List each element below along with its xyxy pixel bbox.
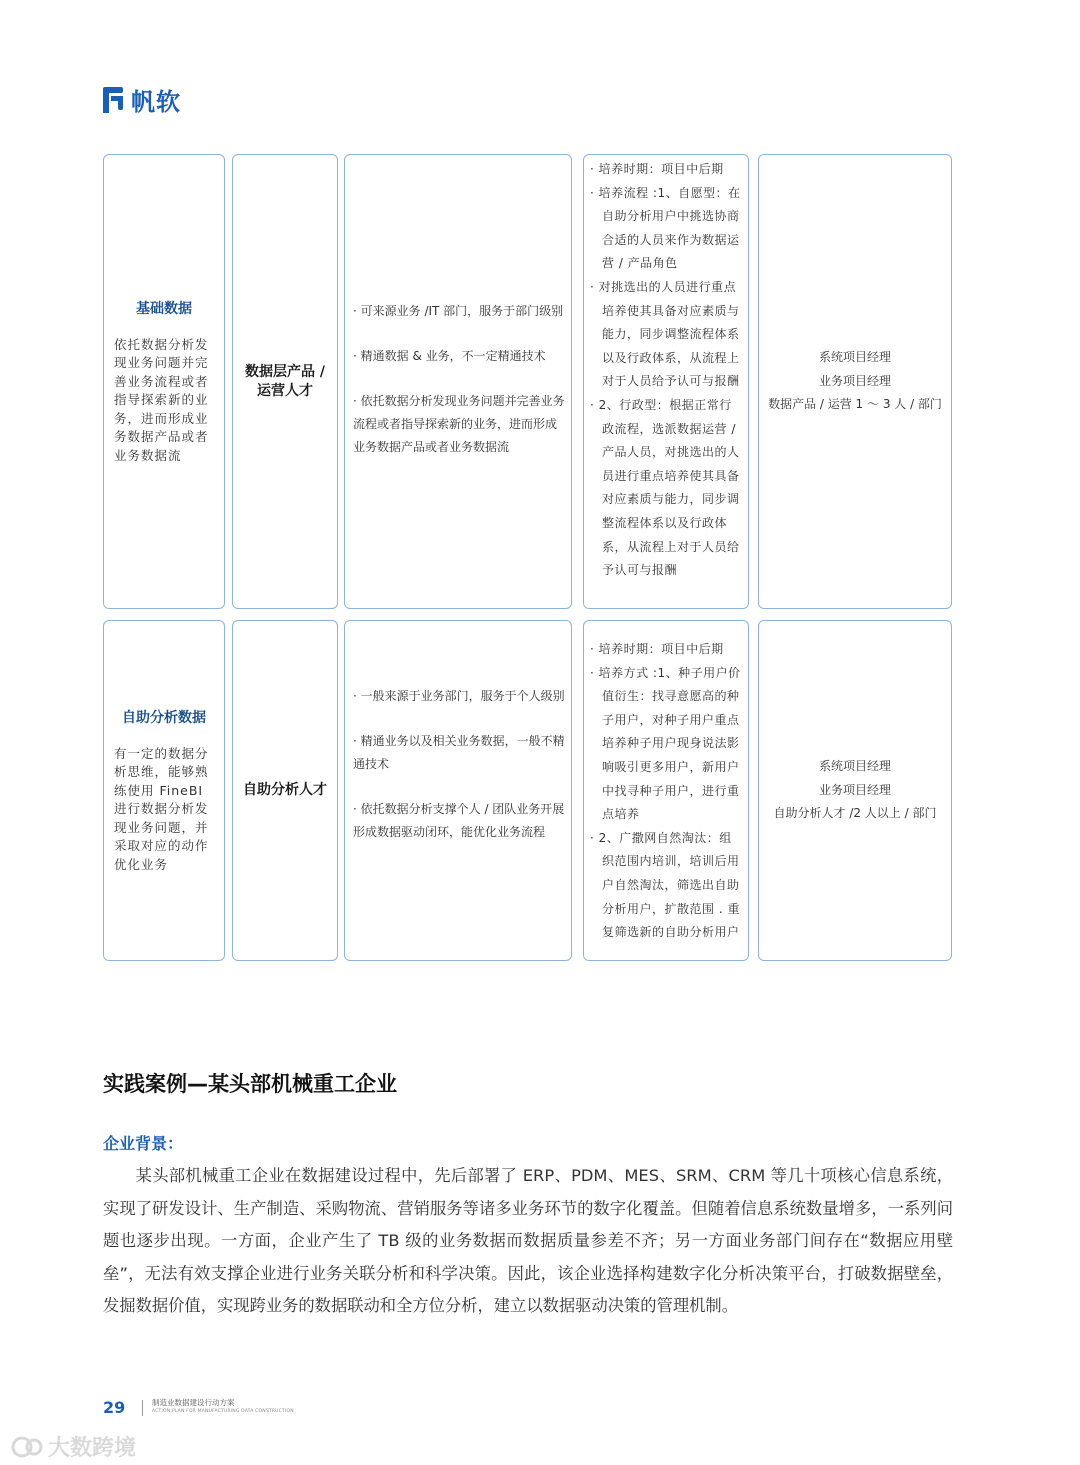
training-item: · 培养方式 :1、种子用户价值衍生：找寻意愿高的种子用户，对种子用户重点培养种子用户现身说法影响吸引更多用户，新用户中找寻种子用户，进行重点培养 [590,665,741,822]
footer-doc-title: 制造业数据建设行动方案 [152,1398,235,1407]
training-cell [583,154,749,609]
requirements-cell [344,154,572,609]
watermark [10,1431,136,1462]
page-number: 29 [103,1398,126,1417]
category-title: 基础数据 [136,300,192,317]
training-item: · 对挑选出的人员进行重点培养使其具备对应素质与能力，同步调整流程体系以及行政体系，从流程上对于人员给予认可与报酬 [590,279,740,389]
training-list [590,158,742,583]
staffing-cell [758,154,952,609]
requirements-cell [344,620,572,961]
watermark-logo-icon [10,1435,44,1459]
training-item: · 培养时期：项目中后期 [590,162,724,176]
staffing-item: 数据产品 / 运营 1 ～ 3 人 / 部门 [768,397,942,412]
role-label: 自助分析人才 [243,782,327,798]
training-item: · 2、行政型：根据正常行政流程，选派数据运营 / 产品人员，对挑选出的人员进行重点培养使其具备对应素质与能力，同步调整流程体系以及行政体系，从流程上对于人员给予认可与报酬 [590,397,740,578]
section-subtitle: 企业背景： [103,1134,184,1153]
brand-logo [103,82,181,117]
staffing-item: 业务项目经理 [818,782,891,797]
training-item: · 培养时期：项目中后期 [590,642,724,656]
section-title: 实践案例—某头部机械重工企业 [103,1072,397,1096]
training-cell [583,620,749,961]
footer-divider [142,1400,143,1416]
logo-icon [103,87,125,113]
requirement-item: · 精通业务以及相关业务数据，一般不精通技术 [353,734,565,771]
category-cell [103,620,225,961]
requirement-item: · 可来源业务 /IT 部门，服务于部门级别 [353,304,564,318]
staffing-item: 自助分析人才 /2 人以上 / 部门 [773,806,937,821]
role-cell [232,154,338,609]
body-paragraph: 某头部机械重工企业在数据建设过程中，先后部署了 ERP、PDM、MES、SRM、CRM 等几十项核心信息系统，实现了研发设计、生产制造、采购物流、营销服务等诸多业务环节的数字化覆盖。但随着信息系统数量增多，一系列问题也逐步出现。一方面，企业产生了 TB 级的业务数据而数据质量参差不齐；另一方面业务部门间存在“数据应用壁垒”，无法有效支撑企业进行业务关联分析和科学决策。因此，该企业选择构建数字化分析决策平台，打破数据壁垒，发掘数据价值，实现跨业务的数据联动和全方位分析，建立以数据驱动决策的管理机制。 [103,1166,953,1315]
watermark-text: 大数跨境 [48,1436,137,1461]
staffing-item: 系统项目经理 [818,350,891,365]
role-cell [232,620,338,961]
category-desc: 有一定的数据分析思维，能够熟练使用 FineBI 进行数据分析发现业务问题，并采取对应的动作优化业务 [114,745,209,872]
requirement-item: · 依托数据分析支撑个人 / 团队业务开展形成数据驱动闭环，能优化业务流程 [353,802,565,839]
staffing-item: 系统项目经理 [818,759,891,774]
role-label: 数据层产品 / 运营人才 [245,363,325,399]
training-item: · 培养流程 :1、自愿型：在自助分析用户中挑选协商合适的人员来作为数据运营 / 产品角色 [590,185,741,271]
requirements-list [353,300,565,481]
brand-name: 帆软 [131,88,181,116]
staffing-cell [758,620,952,961]
requirement-item: · 精通数据 & 业务，不一定精通技术 [353,349,546,363]
category-title: 自助分析数据 [122,709,206,726]
staffing-item: 业务项目经理 [818,373,891,388]
training-item: · 2、广撒网自然淘汰：组织范围内培训，培训后用户自然淘汰，筛选出自助分析用户，扩散范围 . 重复筛选新的自助分析用户 [590,830,740,940]
footer-doc-subtitle: ACTION PLAN FOR MANUFACTURING DATA CONSTRUCTION [152,1409,294,1414]
requirements-list [353,685,565,866]
category-desc: 依托数据分析发现业务问题并完善业务流程或者指导探索新的业务，进而形成业务数据产品或者业务数据流 [114,336,209,463]
requirement-item: · 一般来源于业务部门，服务于个人级别 [353,689,565,703]
requirement-item: · 依托数据分析发现业务问题并完善业务流程或者指导探索新的业务，进而形成业务数据产品或者业务数据流 [353,394,565,454]
training-list [590,638,742,945]
category-cell [103,154,225,609]
